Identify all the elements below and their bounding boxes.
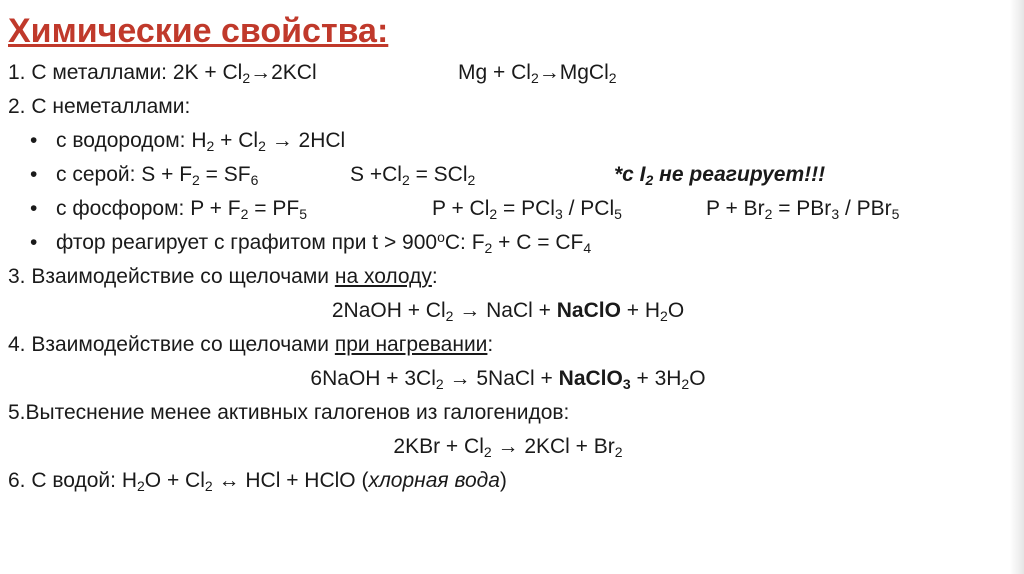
- subscript: 3: [831, 206, 840, 222]
- equation-part: + H: [620, 299, 661, 322]
- equation-part: P + Br: [706, 197, 765, 220]
- note-part: не реагирует!!!: [653, 163, 826, 186]
- equation-part: →MgCl: [538, 61, 609, 84]
- subscript: 3: [554, 206, 563, 222]
- equation-part: 2KBr + Cl: [393, 435, 484, 458]
- subscript: 2: [445, 308, 454, 324]
- bullet-text: с серой: S + F: [56, 163, 193, 186]
- bullet-icon: •: [30, 163, 38, 186]
- subscript: 2: [401, 172, 410, 188]
- subscript: 4: [583, 240, 592, 256]
- equation-part: →2KCl: [250, 61, 317, 84]
- item-metals-text: 1. С металлами: 2K + Cl: [8, 61, 243, 84]
- equation-part: = PCl: [497, 197, 555, 220]
- note-part: *с I: [614, 163, 646, 186]
- item-alkali-cold: [8, 260, 1008, 294]
- subscript: 2: [483, 444, 492, 460]
- equation-part: S +Cl: [350, 163, 402, 186]
- bullet-sulfur: [8, 158, 1008, 192]
- equation-part: → NaCl +: [453, 299, 557, 322]
- subscript: 2: [258, 138, 266, 154]
- subscript: 2: [645, 172, 654, 188]
- subscript: 5: [614, 206, 622, 222]
- bold-product: [559, 367, 631, 390]
- bullet-icon: •: [30, 129, 38, 152]
- equation-part: = SF: [199, 163, 251, 186]
- subscript: 2: [192, 172, 200, 188]
- italic-text: хлорная вода: [368, 469, 500, 492]
- item-nonmetals: 2. С неметаллами:: [8, 95, 191, 118]
- underlined-text: при нагревании: [334, 333, 488, 356]
- bullet-icon: •: [30, 197, 38, 220]
- item-text: 4. Взаимодействие со щелочами: [8, 333, 335, 356]
- bold-product: NaClO: [556, 299, 621, 322]
- equation-part: → 5NaCl +: [443, 367, 559, 390]
- subscript: 2: [614, 444, 623, 460]
- item-text: :: [431, 265, 438, 288]
- equation-part: 6NaOH + 3Cl: [310, 367, 436, 390]
- equation-part: + Cl: [214, 129, 259, 152]
- equation-mg: [458, 56, 617, 90]
- item-text: :: [487, 333, 494, 356]
- equation-part: C: F: [444, 231, 485, 254]
- bullet-phosphorus: [8, 192, 1008, 226]
- equation-part: + C = CF: [492, 231, 584, 254]
- bullet-icon: •: [30, 231, 38, 254]
- slide-title: Химические свойства:: [8, 12, 389, 50]
- subscript: 2: [484, 240, 493, 256]
- bullet-text: с водородом: H: [56, 129, 207, 152]
- subscript: 2: [764, 206, 773, 222]
- subscript: 2: [435, 376, 444, 392]
- item-text: 3. Взаимодействие со щелочами: [8, 265, 335, 288]
- subscript: 2: [530, 70, 539, 86]
- equation-part: + 3H: [630, 367, 682, 390]
- subscript: 5: [891, 206, 900, 222]
- equation-scl2: [350, 158, 475, 192]
- bold-text: NaClO: [558, 367, 623, 390]
- item-water: [8, 464, 1008, 498]
- equation-part: O + Cl: [144, 469, 205, 492]
- equation-pbr: [706, 192, 899, 226]
- item-displacement: 5.Вытеснение менее активных галогенов из галогенидов:: [8, 401, 570, 424]
- superscript: o: [437, 229, 445, 245]
- subscript: 2: [489, 206, 498, 222]
- equation-part: Mg + Cl: [458, 61, 531, 84]
- underlined-text: на холоду: [334, 265, 432, 288]
- bullet-hydrogen: [8, 124, 1008, 158]
- subscript: 2: [608, 70, 617, 86]
- subscript: 2: [242, 70, 251, 86]
- subscript: 3: [622, 376, 631, 392]
- subscript: 2: [660, 308, 668, 324]
- slide-edge-shadow: [1010, 0, 1024, 574]
- subscript: 2: [204, 478, 213, 494]
- equation-part: ): [499, 469, 507, 492]
- subscript: 2: [681, 376, 690, 392]
- item-text: 6. С водой: H: [8, 469, 137, 492]
- subscript: 5: [299, 206, 307, 222]
- subscript: 2: [240, 206, 249, 222]
- item-alkali-hot: [8, 328, 1008, 362]
- equation-part: / PCl: [562, 197, 615, 220]
- equation-part: = PF: [248, 197, 300, 220]
- subscript: 2: [467, 172, 476, 188]
- equation-part: = PBr: [772, 197, 832, 220]
- note-iodine: [614, 158, 825, 192]
- equation-part: → 2KCl + Br: [491, 435, 615, 458]
- bullet-fluorine: [8, 226, 1008, 260]
- bullet-text: с фосфором: P + F: [56, 197, 241, 220]
- subscript: 6: [250, 172, 259, 188]
- equation-part: 2NaOH + Cl: [331, 299, 446, 322]
- subscript: 2: [136, 478, 145, 494]
- equation-hot: [8, 362, 1008, 396]
- equation-part: / PBr: [839, 197, 892, 220]
- slide-content: [8, 6, 1008, 498]
- equation-part: P + Cl: [432, 197, 490, 220]
- equation-part: = SCl: [409, 163, 468, 186]
- equation-part: O: [689, 367, 706, 390]
- subscript: 2: [206, 138, 215, 154]
- equation-part: → 2HCl: [265, 129, 346, 152]
- item-metals: [8, 56, 1008, 90]
- equation-cold: [8, 294, 1008, 328]
- equation-part: ↔ HCl + HClO (: [212, 469, 369, 492]
- bullet-text: фтор реагирует с графитом при t > 900: [56, 231, 438, 254]
- equation-pcl: [432, 192, 622, 226]
- equation-displacement: [8, 430, 1008, 464]
- equation-part: O: [667, 299, 685, 322]
